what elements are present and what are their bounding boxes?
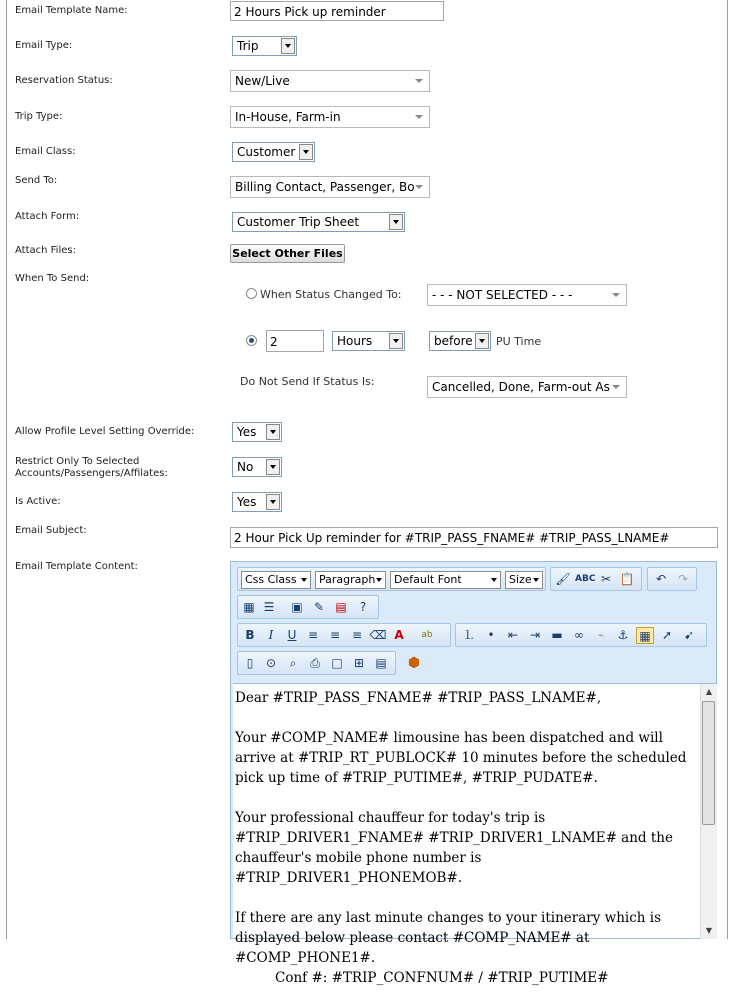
email-class-value: Customer: [237, 145, 296, 159]
email-type-label: Email Type:: [15, 40, 73, 51]
editor-paragraph: Your #COMP_NAME# limousine has been dispatched and will arrive at #TRIP_RT_PUBLOCK# 10 minutes before the scheduled pick up time of #TRIP_PUTIME#, #TRIP_PUDATE#.: [235, 730, 687, 786]
help-icon[interactable]: ?: [359, 600, 367, 614]
insert-box-icon[interactable]: □: [331, 656, 343, 670]
pdf-icon[interactable]: ▤: [335, 600, 347, 614]
pu-time-label: PU Time: [496, 335, 542, 348]
is-active-select[interactable]: [232, 492, 282, 512]
format-painter-icon[interactable]: 🖌: [555, 572, 571, 586]
template-name-label: Email Template Name:: [15, 5, 128, 16]
send-unit-select[interactable]: [332, 331, 405, 351]
email-content-label: Email Template Content:: [15, 561, 138, 572]
underline-icon[interactable]: U: [287, 628, 297, 642]
paste-icon[interactable]: 📋: [619, 572, 635, 586]
find-icon[interactable]: ⌕: [289, 656, 297, 670]
toolbar-misc-group: [237, 651, 396, 675]
reservation-status-select[interactable]: [230, 70, 430, 92]
allow-override-value: Yes: [237, 425, 257, 439]
unordered-list-icon[interactable]: •: [487, 628, 495, 642]
scroll-thumb[interactable]: [702, 701, 715, 825]
toolbar-edit-group: [550, 567, 642, 591]
is-active-label: Is Active:: [15, 496, 61, 507]
restrict-label-line2: Accounts/Passengers/Affilates:: [15, 468, 168, 479]
insert-table-icon[interactable]: ⊞: [353, 656, 365, 670]
unlink-icon[interactable]: ⌁: [597, 628, 605, 642]
send-unit-value: Hours: [337, 334, 373, 348]
css-class-select[interactable]: Css Class: [241, 571, 311, 589]
cut-icon[interactable]: ✂: [600, 572, 612, 586]
status-changed-select[interactable]: [427, 284, 627, 306]
insert-image-icon[interactable]: ▣: [291, 600, 303, 614]
restrict-select[interactable]: [232, 457, 282, 477]
outdent-icon[interactable]: ⇤: [507, 628, 519, 642]
is-active-value: Yes: [237, 495, 257, 509]
toolbar-tools-group: [237, 595, 379, 619]
align-center-icon[interactable]: ≡: [329, 628, 341, 642]
print-icon[interactable]: ⎙: [310, 656, 320, 670]
chevron-down-icon: [475, 333, 489, 349]
tag-icon[interactable]: ⬢: [407, 655, 421, 671]
editor-paragraph: Your professional chauffeur for today's trip is #TRIP_DRIVER1_FNAME# #TRIP_DRIVER1_LNAME# and the chauffeur's mobile phone number is #TRIP_DRIVER1_PHONEMOB#.: [235, 810, 673, 886]
attach-form-value: Customer Trip Sheet: [237, 215, 360, 229]
editor-paragraph: Dear #TRIP_PASS_FNAME# #TRIP_PASS_LNAME#,: [235, 690, 602, 706]
email-class-select[interactable]: [232, 142, 315, 162]
email-class-label: Email Class:: [15, 146, 76, 157]
restrict-value: No: [237, 460, 254, 474]
attach-form-select[interactable]: [232, 212, 405, 232]
chevron-down-icon: [415, 115, 423, 119]
do-not-send-value: Cancelled, Done, Farm-out As: [432, 380, 610, 394]
reservation-status-value: New/Live: [235, 74, 290, 88]
anchor-icon[interactable]: ⚓: [617, 628, 629, 642]
chevron-down-icon: [389, 214, 403, 230]
paragraph-select[interactable]: Paragraph: [315, 571, 386, 589]
chevron-down-icon: [266, 459, 280, 475]
ordered-list-icon[interactable]: ⒈: [462, 628, 475, 642]
status-changed-radio[interactable]: [246, 288, 257, 299]
chevron-down-icon: [415, 79, 423, 83]
chevron-down-icon: [612, 293, 620, 297]
rich-text-editor: [230, 561, 717, 986]
do-not-send-label: Do Not Send If Status Is:: [240, 375, 375, 388]
table-icon[interactable]: ▤: [375, 656, 387, 670]
email-type-value: Trip: [237, 39, 259, 53]
editor-paragraph: If there are any last minute changes to your itinerary which is displayed below please contact #COMP_NAME# at #COMP_PHONE1#.: [235, 910, 661, 966]
table-grid-icon[interactable]: ▦: [636, 627, 654, 644]
email-subject-input[interactable]: 2 Hour Pick Up reminder for #TRIP_PASS_FNAME# #TRIP_PASS_LNAME#: [230, 527, 718, 548]
when-to-send-label: When To Send:: [15, 273, 90, 284]
allow-override-label: Allow Profile Level Setting Override:: [15, 426, 195, 437]
font-select[interactable]: Default Font: [390, 571, 501, 589]
left-border: [6, 0, 7, 939]
chevron-down-icon: [299, 144, 313, 160]
chevron-down-icon: [281, 38, 295, 54]
highlight-icon[interactable]: ab: [421, 630, 433, 640]
size-select[interactable]: Size: [505, 571, 543, 589]
status-changed-value: - - - NOT SELECTED - - -: [432, 288, 573, 302]
send-to-value: Billing Contact, Passenger, Bo: [235, 180, 415, 194]
preview-icon[interactable]: ⊙: [265, 656, 277, 670]
allow-override-select[interactable]: [232, 422, 282, 442]
right-border: [727, 0, 728, 939]
align-right-icon[interactable]: ≡: [351, 628, 363, 642]
editor-paragraph: Conf #: #TRIP_CONFNUM# / #TRIP_PUTIME#: [275, 970, 609, 986]
indent-icon[interactable]: ⇥: [529, 628, 541, 642]
align-left-icon[interactable]: ≡: [307, 628, 319, 642]
status-changed-label: When Status Changed To:: [260, 288, 402, 301]
eraser-icon[interactable]: ⌫: [369, 628, 387, 642]
link-icon[interactable]: ∞: [574, 628, 584, 642]
toolbar-text-group: [237, 623, 451, 647]
italic-icon[interactable]: I: [268, 628, 274, 642]
restrict-label: [15, 456, 168, 480]
trip-type-value: In-House, Farm-in: [235, 110, 341, 124]
chevron-down-icon: [415, 185, 423, 189]
attach-files-label: Attach Files:: [15, 245, 76, 256]
chevron-down-icon: [266, 494, 280, 510]
send-to-label: Send To:: [15, 175, 58, 186]
image-properties-icon[interactable]: ✎: [313, 600, 325, 614]
trip-type-select[interactable]: [230, 106, 430, 128]
chevron-down-icon: [389, 333, 403, 349]
select-other-files-button[interactable]: Select Other Files: [230, 244, 345, 263]
chevron-down-icon: [266, 424, 280, 440]
send-relation-select[interactable]: [429, 331, 491, 351]
spellcheck-icon[interactable]: ABC: [575, 574, 596, 584]
email-subject-label: Email Subject:: [15, 525, 87, 536]
bold-icon[interactable]: B: [245, 628, 255, 642]
editor-body-text: [235, 688, 701, 1008]
scroll-down-icon[interactable]: ▼: [705, 926, 713, 935]
email-type-select[interactable]: [232, 36, 297, 56]
select-all-icon[interactable]: ➹: [683, 628, 695, 642]
scroll-up-icon[interactable]: ▲: [705, 687, 713, 696]
horizontal-rule-icon[interactable]: ▬: [551, 628, 563, 642]
reservation-status-label: Reservation Status:: [15, 75, 113, 86]
send-relation-value: before: [434, 334, 473, 348]
undo-icon[interactable]: ↶: [655, 572, 667, 586]
image-manager-icon[interactable]: ▦: [243, 600, 255, 614]
trip-type-label: Trip Type:: [15, 111, 63, 122]
attach-form-label: Attach Form:: [15, 211, 80, 222]
redo-icon[interactable]: ↷: [677, 572, 689, 586]
new-document-icon[interactable]: ▯: [246, 656, 254, 670]
toolbar-history-group: [647, 567, 697, 591]
template-name-input[interactable]: 2 Hours Pick up reminder: [230, 1, 444, 21]
editor-scrollbar[interactable]: [700, 684, 717, 939]
toolbar-format-group: [237, 567, 546, 591]
time-based-radio[interactable]: [246, 335, 257, 346]
restrict-label-line1: Restrict Only To Selected: [15, 456, 140, 467]
send-amount-input[interactable]: 2: [266, 330, 324, 352]
toolbar-list-group: [455, 623, 707, 647]
template-icon[interactable]: ☰: [263, 600, 275, 614]
chevron-down-icon: [612, 385, 620, 389]
do-not-send-select[interactable]: [427, 376, 627, 398]
send-to-select[interactable]: [230, 176, 430, 198]
select-pointer-icon[interactable]: ➚: [661, 628, 673, 642]
editor-content-area[interactable]: [233, 683, 717, 986]
font-color-icon[interactable]: A: [394, 628, 404, 642]
